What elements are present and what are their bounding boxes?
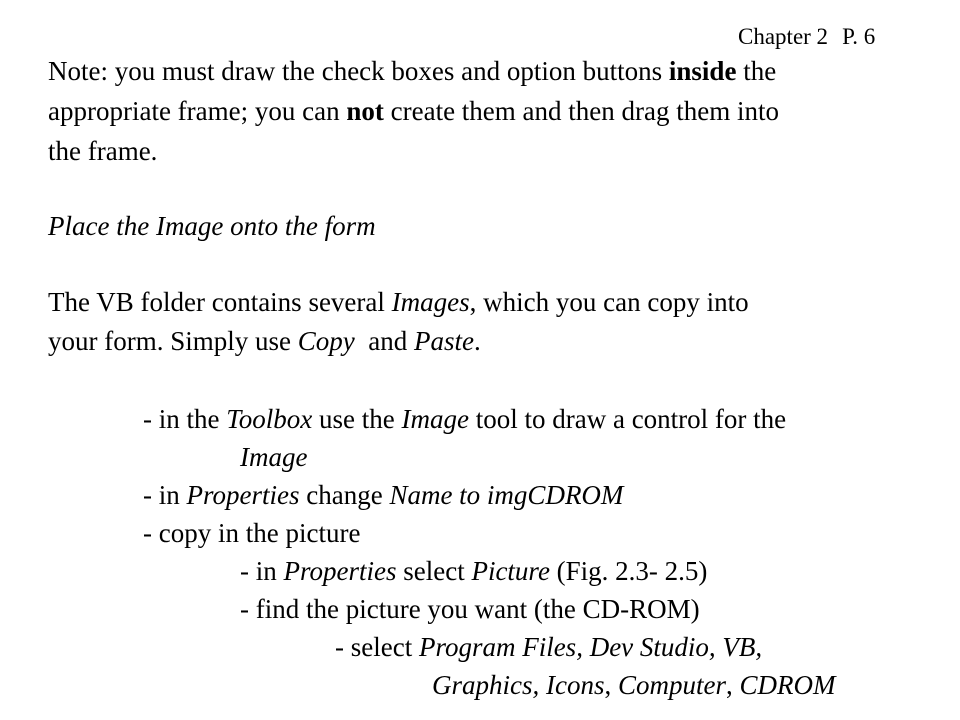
step-term: Graphics, Icons (432, 670, 605, 700)
intro-term: Copy (297, 326, 355, 356)
step-text: - in the (143, 404, 227, 434)
step-text: , (604, 670, 618, 700)
note-line-1 (48, 52, 776, 90)
step-term: Program Files, Dev Studio, VB, (418, 632, 763, 662)
step-text: (Fig. 2.3- 2.5) (549, 556, 708, 586)
step-text: , (725, 670, 740, 700)
step-term: Picture (471, 556, 550, 586)
step-term: Properties (186, 480, 300, 510)
step-text: - select (335, 632, 419, 662)
step-toolbox-image (143, 400, 786, 438)
step-term: Computer (617, 670, 726, 700)
step-term: CDROM (739, 670, 836, 700)
step-term: Image (240, 442, 308, 472)
intro-line-2 (48, 322, 481, 360)
step-term: Image (401, 404, 469, 434)
intro-text: . (473, 326, 481, 356)
step-select-picture (240, 552, 707, 590)
step-text: select (396, 556, 472, 586)
chapter-label: Chapter 2 (738, 24, 829, 49)
chapter-page-header (738, 24, 875, 50)
intro-line-1 (48, 283, 749, 321)
step-copy-picture: - copy in the picture (143, 518, 361, 548)
note-text: Note: you must draw the check boxes and option buttons (48, 56, 669, 86)
step-change-name (143, 476, 623, 514)
note-text: appropriate frame; you can (48, 96, 347, 126)
intro-text: and (354, 326, 414, 356)
intro-text: , which you can copy into (469, 287, 749, 317)
note-emphasis-inside: inside (668, 56, 737, 86)
intro-term: Paste (413, 326, 474, 356)
section-heading: Place the Image onto the form (48, 211, 376, 241)
note-text: create them and then drag them into (383, 96, 779, 126)
step-text: change (299, 480, 390, 510)
note-line-3: the frame. (48, 136, 158, 166)
step-text: tool to draw a control for the (468, 404, 787, 434)
step-term: Name to imgCDROM (389, 480, 624, 510)
step-select-path-cont (432, 666, 835, 704)
note-emphasis-not: not (346, 96, 384, 126)
step-text: - in (240, 556, 284, 586)
note-line-2 (48, 92, 779, 130)
intro-text: your form. Simply use (48, 326, 298, 356)
step-find-picture: - find the picture you want (the CD-ROM) (240, 594, 700, 624)
step-select-path (335, 628, 762, 666)
intro-term: Images (391, 287, 470, 317)
step-text: - in (143, 480, 187, 510)
step-toolbox-image-cont (240, 438, 307, 476)
step-text: use the (312, 404, 402, 434)
page-number: P. 6 (842, 24, 876, 49)
note-text: the (736, 56, 777, 86)
intro-text: The VB folder contains several (48, 287, 392, 317)
step-term: Properties (283, 556, 397, 586)
step-term: Toolbox (226, 404, 313, 434)
